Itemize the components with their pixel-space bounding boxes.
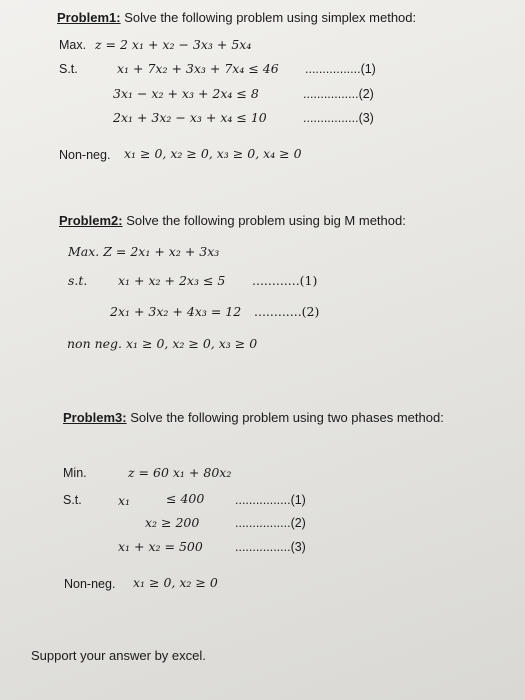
problem2-constraint-2: 2x₁ + 3x₂ + 4x₃ = 12 — [110, 304, 242, 319]
problem3-constraint-2: x₂ ≥ 200 — [145, 515, 200, 530]
problem1-st-label: S.t. — [59, 62, 78, 76]
problem3-nonneg-label: Non-neg. — [64, 577, 116, 591]
problem1-heading-line — [57, 10, 416, 25]
problem3-instruction: Solve the following problem using two phases method: — [126, 410, 444, 425]
problem2-nonneg: non neg. x₁ ≥ 0, x₂ ≥ 0, x₃ ≥ 0 — [67, 336, 258, 351]
problem1-objective: z = 2 x₁ + x₂ − 3x₃ + 5x₄ — [95, 37, 252, 52]
problem1-nonneg-label: Non-neg. — [59, 148, 111, 162]
problem3-objective: z = 60 x₁ + 80x₂ — [128, 465, 232, 480]
problem2-heading-line — [59, 213, 406, 228]
problem1-nonneg: x₁ ≥ 0, x₂ ≥ 0, x₃ ≥ 0, x₄ ≥ 0 — [124, 146, 302, 161]
problem1-constraint-1-ref: ................(1) — [305, 62, 376, 76]
problem3-constraint-1-ref: ................(1) — [235, 493, 306, 507]
problem2-constraint-1-ref: ............(1) — [252, 273, 318, 288]
problem1-heading: Problem1: — [57, 10, 121, 25]
problem3-constraint-3-ref: ................(3) — [235, 540, 306, 554]
problem3-heading-line — [63, 410, 444, 425]
problem2-heading: Problem2: — [59, 213, 123, 228]
problem2-instruction: Solve the following problem using big M method: — [122, 213, 406, 228]
problem3-constraint-1-var: x₁ — [118, 493, 131, 508]
problem1-max-label: Max. — [59, 38, 87, 52]
problem1-constraint-1: x₁ + 7x₂ + 3x₃ + 7x₄ ≤ 46 — [117, 61, 279, 76]
problem2-st-label: s.t. — [68, 273, 88, 288]
problem1-constraint-2: 3x₁ − x₂ + x₃ + 2x₄ ≤ 8 — [113, 86, 259, 101]
problem1-instruction: Solve the following problem using simplex method: — [120, 10, 417, 25]
problem3-constraint-3: x₁ + x₂ = 500 — [118, 539, 203, 554]
problem2-constraint-2-ref: ............(2) — [254, 304, 320, 319]
problem1-constraint-3-ref: ................(3) — [303, 111, 374, 125]
problem3-nonneg: x₁ ≥ 0, x₂ ≥ 0 — [133, 575, 218, 590]
support-note: Support your answer by excel. — [31, 648, 206, 663]
problem2-constraint-1: x₁ + x₂ + 2x₃ ≤ 5 — [118, 273, 226, 288]
problem1-constraint-3: 2x₁ + 3x₂ − x₃ + x₄ ≤ 10 — [113, 110, 267, 125]
problem3-min-label: Min. — [63, 466, 87, 480]
problem3-constraint-1-rel: ≤ 400 — [166, 491, 205, 506]
problem2-objective: Max. Z = 2x₁ + x₂ + 3x₃ — [68, 244, 220, 259]
problem3-constraint-2-ref: ................(2) — [235, 516, 306, 530]
problem1-constraint-2-ref: ................(2) — [303, 87, 374, 101]
problem3-st-label: S.t. — [63, 493, 82, 507]
problem3-heading: Problem3: — [63, 410, 127, 425]
